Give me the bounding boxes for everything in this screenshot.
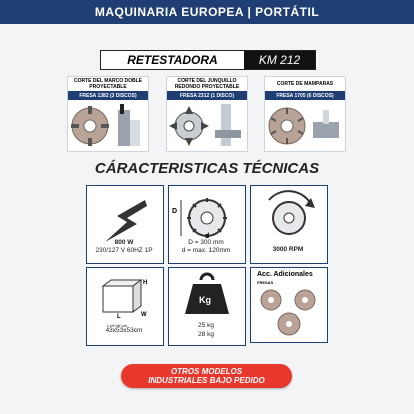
other-models-button[interactable] <box>121 364 292 388</box>
card-images <box>265 100 345 150</box>
accessories-title: Acc. Adicionales <box>257 271 313 278</box>
specs-title: CÁRACTERISTICAS TÉCNICAS <box>94 160 320 177</box>
power-value: 800 W <box>114 239 134 246</box>
cut-card-3 <box>264 76 346 152</box>
diameter-inner: d = max. 120mm <box>181 247 231 254</box>
accessories-box <box>250 267 328 343</box>
speed-value: 3000 RPM <box>272 246 304 253</box>
cutter-label: FRESA 1705 (6 DISCOS) <box>265 91 345 100</box>
product-title-box <box>100 50 316 70</box>
profile-piece-icon <box>211 100 247 150</box>
diameter-label-D: D <box>172 208 178 215</box>
weight-gross: 28 kg <box>198 331 214 338</box>
cut-card-caption: CORTE DEL MARCO DOBLE PROYECTABLE <box>74 78 142 90</box>
header-bar <box>0 0 414 24</box>
accessories-sub: FRESAS <box>257 280 274 285</box>
cut-card-1 <box>67 76 149 152</box>
cutter-disc-icon <box>68 100 112 150</box>
weight-net: 25 kg <box>198 322 214 329</box>
header-title: MAQUINARIA EUROPEA | PORTÁTIL <box>94 5 320 19</box>
profile-piece-icon <box>112 100 148 150</box>
cutter-disc-icon <box>265 100 309 150</box>
weight-kg-label: Kg <box>199 295 211 305</box>
dim-h-label: H <box>143 280 148 286</box>
product-model: KM 212 <box>244 51 315 69</box>
product-name: RETESTADORA <box>101 51 244 69</box>
cut-card-caption: CORTE DEL JUNQUILLO REDONDO PROYECTABLE <box>174 78 240 90</box>
cut-card-2 <box>166 76 248 152</box>
cutter-label: FRESA 1382 (3 DISCOS) <box>68 91 148 100</box>
profile-piece-icon <box>309 100 345 150</box>
button-line-1: OTROS MODELOS <box>170 367 243 376</box>
dim-l-label: L <box>117 314 121 320</box>
power-spec: 230/127 V 60HZ 1P <box>95 247 153 254</box>
cutter-blade-icon <box>167 100 211 150</box>
dimensions-value: 43x53x53cm <box>105 327 143 334</box>
cut-card-caption: CORTE DE MAMPARAS <box>276 81 334 87</box>
dim-w-label: W <box>141 312 147 318</box>
card-images <box>167 100 247 150</box>
cutter-label: FRESA 2312 (1 DISCO) <box>167 91 247 100</box>
diameter-outer: D = 300 mm <box>188 239 224 246</box>
button-line-2: INDUSTRIALES BAJO PEDIDO <box>148 376 265 385</box>
card-images <box>68 100 148 150</box>
dim-small-label: L×H×W cm <box>107 323 128 328</box>
diameter-label-d: d <box>205 233 210 240</box>
